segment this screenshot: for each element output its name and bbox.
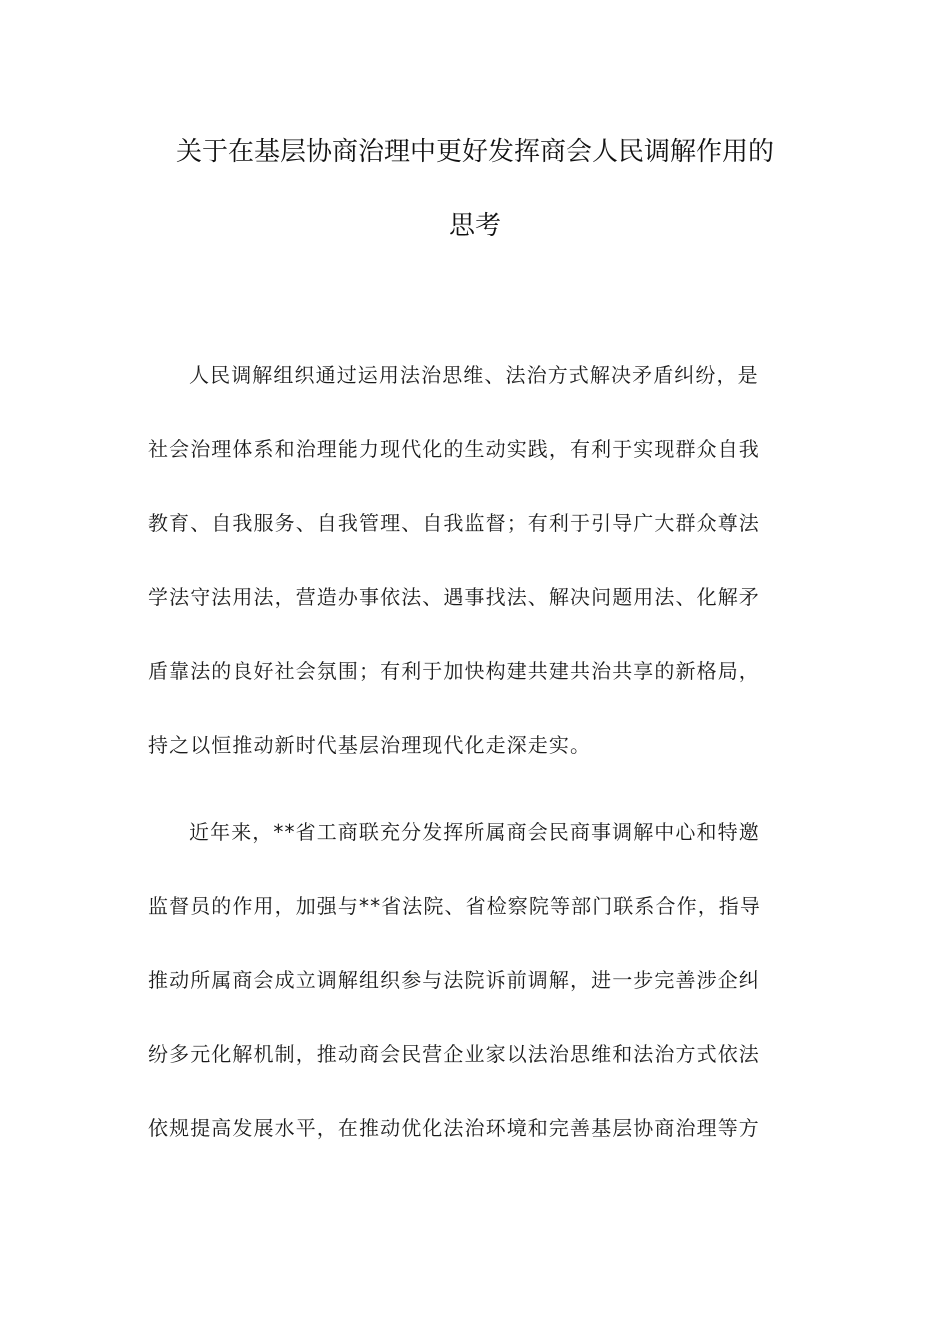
paragraph-1-line-5: 盾靠法的良好社会氛围；有利于加快构建共建共治共享的新格局，: [148, 659, 760, 683]
paragraph-1-line-2: 社会治理体系和治理能力现代化的生动实践，有利于实现群众自我: [148, 437, 760, 461]
paragraph-2-line-1: 近年来，**省工商联充分发挥所属商会民商事调解中心和特邀: [189, 820, 760, 844]
paragraph-2-line-3: 推动所属商会成立调解组织参与法院诉前调解，进一步完善涉企纠: [148, 968, 760, 992]
paragraph-1-line-6: 持之以恒推动新时代基层治理现代化走深走实。: [148, 733, 592, 757]
paragraph-2-line-2: 监督员的作用，加强与**省法院、省检察院等部门联系合作，指导: [148, 894, 761, 918]
paragraph-1-line-1: 人民调解组织通过运用法治思维、法治方式解决矛盾纠纷，是: [189, 363, 759, 387]
document-title-line-1: 关于在基层协商治理中更好发挥商会人民调解作用的: [175, 137, 774, 167]
document-title-line-2: 思考: [448, 211, 501, 241]
paragraph-2-line-4: 纷多元化解机制，推动商会民营企业家以法治思维和法治方式依法: [148, 1042, 760, 1066]
paragraph-1-line-4: 学法守法用法，营造办事依法、遇事找法、解决问题用法、化解矛: [148, 585, 760, 609]
paragraph-2-line-5: 依规提高发展水平，在推动优化法治环境和完善基层协商治理等方: [148, 1116, 760, 1140]
paragraph-1-line-3: 教育、自我服务、自我管理、自我监督；有利于引导广大群众尊法: [148, 511, 760, 535]
